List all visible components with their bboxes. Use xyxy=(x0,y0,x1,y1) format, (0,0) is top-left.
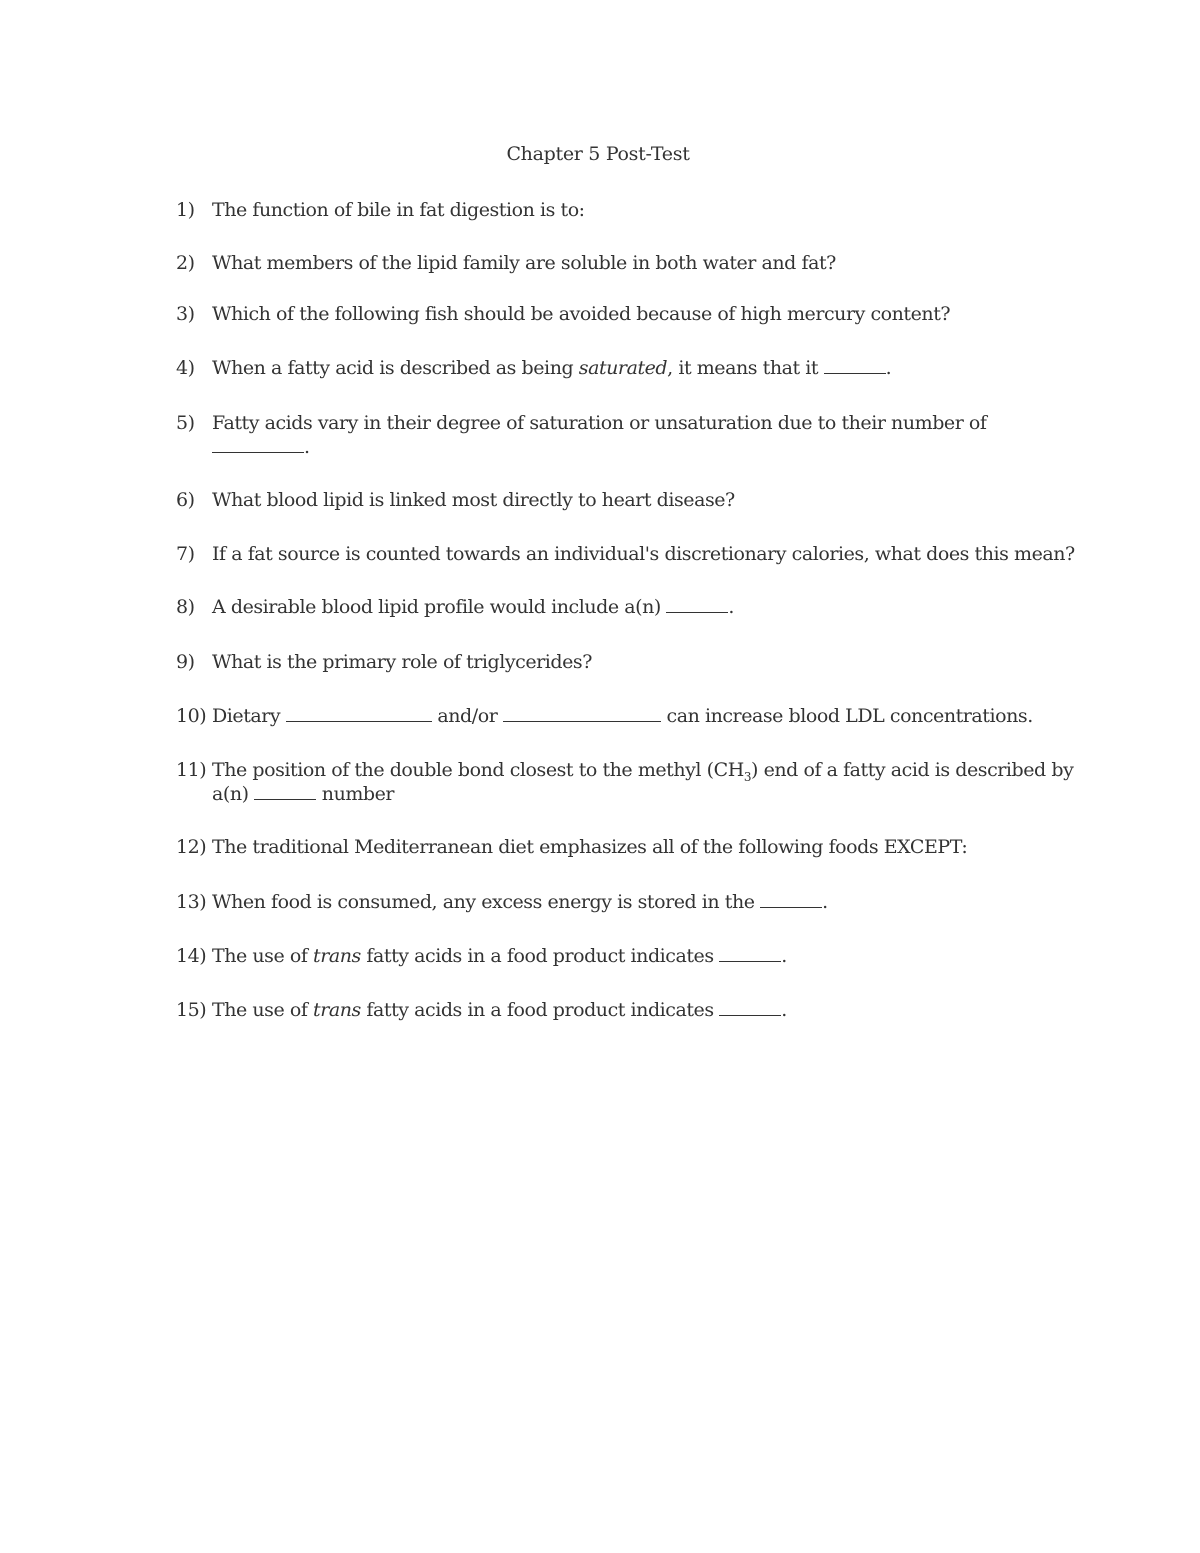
question-number: 5) xyxy=(176,412,195,434)
question-text-part: When a fatty acid is described as being xyxy=(212,357,579,379)
question-text: Which of the following fish should be avoided because of high mercury content? xyxy=(212,303,951,325)
question-text xyxy=(212,944,787,969)
question-text-part: , it means that it xyxy=(667,357,824,379)
question-text-part: Dietary xyxy=(212,705,286,727)
question-text: What members of the lipid family are soluble in both water and fat? xyxy=(212,252,836,274)
question-text-part: When food is consumed, any excess energy is stored in the xyxy=(212,891,761,913)
question-text-part: a(n) xyxy=(212,783,255,805)
question-text: What is the primary role of triglycerides? xyxy=(212,651,592,673)
question-text-part: and/or xyxy=(431,705,503,727)
emphasized-term: trans xyxy=(313,945,361,967)
question-number: 8) xyxy=(176,596,195,618)
subscript: 3 xyxy=(743,769,752,784)
question-number: 6) xyxy=(176,489,195,511)
question-text: The function of bile in fat digestion is to: xyxy=(212,199,585,221)
question-number: 15) xyxy=(176,999,207,1021)
answer-blank xyxy=(254,782,316,800)
question-text-part: . xyxy=(728,596,735,618)
question-text-part: fatty acids in a food product indicates xyxy=(360,999,720,1021)
answer-blank xyxy=(212,435,304,453)
question-number: 13) xyxy=(176,891,207,913)
question-text-part: . xyxy=(781,945,787,967)
question-text-part: can increase blood LDL concentrations. xyxy=(660,705,1033,727)
question-text: The traditional Mediterranean diet emphasizes all of the following foods EXCEPT: xyxy=(212,836,968,858)
question-text-part: A desirable blood lipid profile would include a(n) xyxy=(212,596,667,618)
question-number: 7) xyxy=(176,543,195,565)
question-text-part: . xyxy=(781,999,787,1021)
question-text-line-2 xyxy=(212,435,310,460)
answer-blank xyxy=(824,356,886,374)
question-text xyxy=(212,890,828,915)
question-text: Fatty acids vary in their degree of saturation or unsaturation due to their number of xyxy=(212,412,987,434)
question-text-part: . xyxy=(304,436,310,458)
question-number: 2) xyxy=(176,252,195,274)
answer-blank xyxy=(719,944,781,962)
answer-blank xyxy=(760,890,822,908)
answer-blank xyxy=(503,704,661,722)
question-text: If a fat source is counted towards an individual's discretionary calories, what does this mean? xyxy=(212,543,1075,565)
question-number: 12) xyxy=(176,836,207,858)
question-text xyxy=(212,595,734,620)
question-number: 10) xyxy=(176,705,207,727)
question-number: 9) xyxy=(176,651,195,673)
question-text: What blood lipid is linked most directly to heart disease? xyxy=(212,489,735,511)
question-text-part: The position of the double bond closest to the methyl (CH xyxy=(212,759,744,781)
question-number: 14) xyxy=(176,945,207,967)
question-text-part: The use of xyxy=(212,999,314,1021)
question-number: 1) xyxy=(176,199,195,221)
question-number: 3) xyxy=(176,303,195,325)
question-text-part: ) end of a fatty acid is described by xyxy=(751,759,1074,781)
question-text xyxy=(212,998,787,1023)
question-text-part: The use of xyxy=(212,945,314,967)
question-text-line-2 xyxy=(212,782,394,807)
question-text-part: fatty acids in a food product indicates xyxy=(360,945,720,967)
question-text-part: number xyxy=(316,783,395,805)
page-title: Chapter 5 Post-Test xyxy=(506,143,690,165)
question-number: 11) xyxy=(176,759,207,781)
question-number: 4) xyxy=(176,357,195,379)
question-text xyxy=(212,758,1073,783)
emphasized-term: trans xyxy=(313,999,361,1021)
question-text-part: . xyxy=(885,357,892,379)
answer-blank xyxy=(666,595,728,613)
answer-blank xyxy=(286,704,432,722)
question-text-part: . xyxy=(822,891,828,913)
question-text xyxy=(212,356,891,381)
answer-blank xyxy=(719,998,781,1016)
question-text xyxy=(212,704,1033,729)
emphasized-term: saturated xyxy=(578,357,668,379)
